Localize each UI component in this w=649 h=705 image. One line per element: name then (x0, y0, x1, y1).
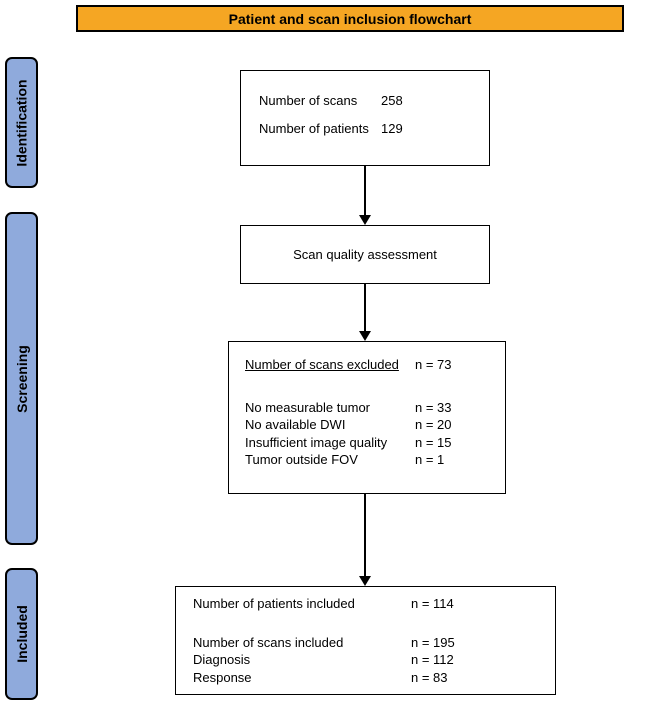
stat-value: n = 73 (415, 357, 452, 372)
stat-value: n = 195 (411, 634, 455, 650)
stat-value: n = 114 (411, 596, 454, 611)
flowchart-title: Patient and scan inclusion flowchart (76, 5, 624, 32)
box-patients-included (175, 586, 556, 695)
arrowhead-icon (359, 331, 371, 341)
box-identification-counts (240, 70, 490, 166)
stat-value: n = 1 (415, 452, 445, 467)
stat-row (193, 669, 547, 687)
stat-row (245, 356, 497, 374)
box-scans-excluded (228, 341, 506, 494)
stat-row (245, 399, 497, 417)
stat-label: Number of scans excluded (245, 357, 399, 372)
arrow-shaft (364, 494, 366, 576)
stat-label: Number of patients (259, 121, 369, 136)
stat-label: Number of scans included (193, 634, 344, 650)
stat-value: n = 33 (415, 399, 452, 415)
stat-label: Number of patients included (193, 596, 355, 611)
stat-row (245, 416, 497, 434)
assessment-label: Scan quality assessment (293, 247, 437, 262)
arrow-shaft (364, 284, 366, 331)
stat-value: n = 83 (411, 669, 448, 685)
stat-row (259, 121, 479, 136)
stat-value: 258 (381, 93, 403, 108)
stage-screening (5, 212, 38, 545)
stat-row (193, 595, 547, 613)
stat-label: Insufficient image quality (245, 434, 388, 450)
stage-identification (5, 57, 38, 188)
stat-value: 129 (381, 121, 403, 136)
arrow-down-icon (359, 284, 371, 341)
stat-label: No measurable tumor (245, 399, 370, 415)
box-scan-quality-assessment (240, 225, 490, 284)
stat-value: n = 15 (415, 434, 452, 450)
stat-label: Response (193, 669, 252, 685)
arrow-down-icon (359, 494, 371, 586)
stat-row (193, 634, 547, 652)
stat-label: No available DWI (245, 417, 346, 432)
stage-included-label: Included (13, 605, 30, 663)
stat-row (245, 451, 497, 469)
stat-label: Number of scans (259, 93, 358, 108)
stat-label: Diagnosis (193, 652, 251, 667)
arrow-shaft (364, 166, 366, 215)
stat-value: n = 112 (411, 652, 454, 667)
stat-row (245, 434, 497, 452)
stage-screening-label: Screening (13, 344, 30, 413)
arrow-down-icon (359, 166, 371, 225)
stat-row (259, 93, 479, 108)
stage-included (5, 568, 38, 700)
arrowhead-icon (359, 576, 371, 586)
stage-identification-label: Identification (13, 78, 30, 167)
stat-label: Tumor outside FOV (245, 452, 358, 467)
stat-row (193, 651, 547, 669)
stat-value: n = 20 (415, 417, 452, 432)
arrowhead-icon (359, 215, 371, 225)
